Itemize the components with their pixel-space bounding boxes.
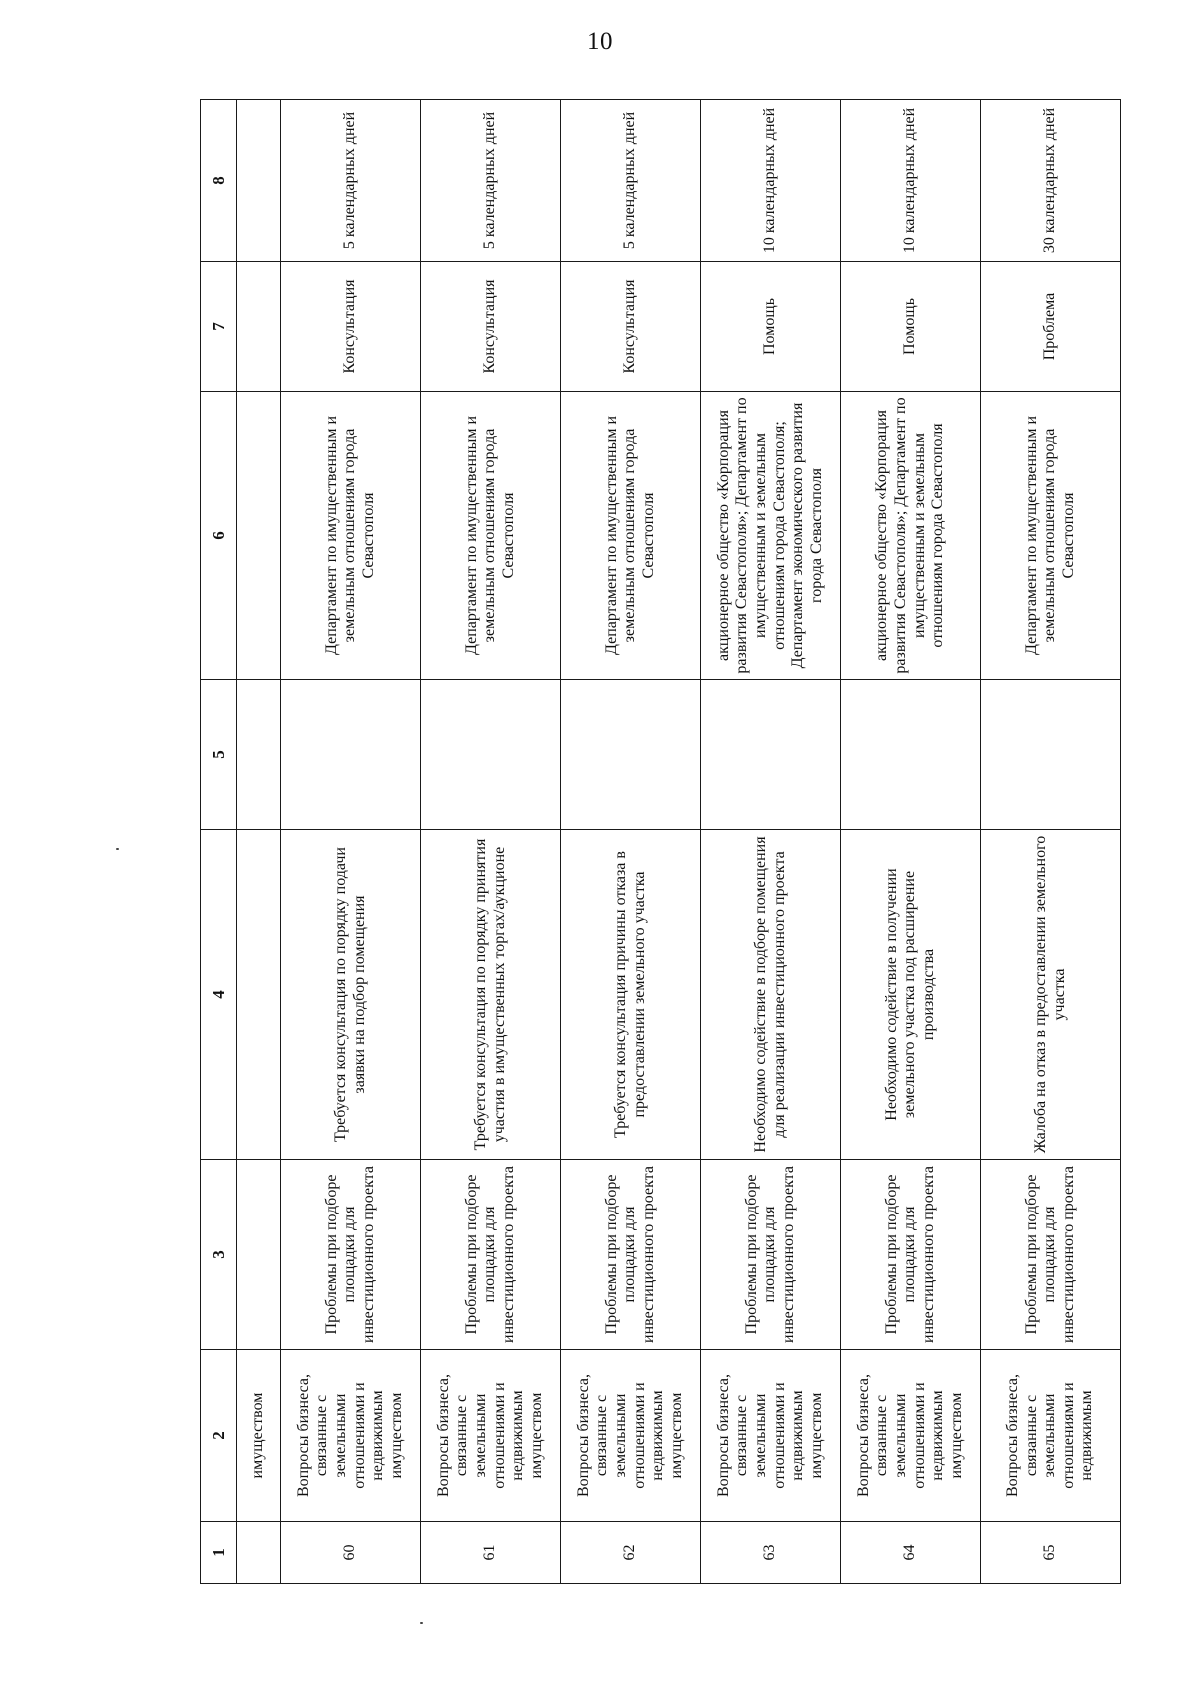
col5-cell <box>281 680 421 830</box>
type-cell: Консультация <box>421 262 561 392</box>
row-number-cell: 63 <box>701 1522 841 1584</box>
row-number-cell: 60 <box>281 1522 421 1584</box>
category-cell: Вопросы бизнеса, связанные с земельными отношениями и недвижимым имуществом <box>561 1350 701 1522</box>
header-cell-1: 1 <box>201 1522 237 1584</box>
type-cell: Помощь <box>841 262 981 392</box>
type-cell: Консультация <box>281 262 421 392</box>
page-number: 10 <box>587 28 613 55</box>
category-cell: Вопросы бизнеса, связанные с земельными отношениями и недвижимым <box>981 1350 1121 1522</box>
scan-speck <box>420 1622 423 1624</box>
description-cell: Необходимо содействие в получении земельного участка под расширение производства <box>841 830 981 1160</box>
description-cell: Жалоба на отказ в предоставлении земельного участка <box>981 830 1121 1160</box>
category-cell: Вопросы бизнеса, связанные с земельными отношениями и недвижимым имуществом <box>281 1350 421 1522</box>
executor-cell: Департамент по имущественным и земельным отношениям города Севастополя <box>561 392 701 680</box>
header-cell-3: 3 <box>201 1160 237 1350</box>
continuation-cell <box>237 392 281 680</box>
executor-cell: акционерное общество «Корпорация развития Севастополя»; Департамент по имущественным и земельным отношениям города Севастополя <box>841 392 981 680</box>
continuation-cell: имуществом <box>237 1350 281 1522</box>
term-cell: 5 календарных дней <box>561 100 701 262</box>
continuation-cell <box>237 1160 281 1350</box>
col5-cell <box>841 680 981 830</box>
table-row <box>281 100 421 1584</box>
problem-cell: Проблемы при подборе площадки для инвестиционного проекта <box>981 1160 1121 1350</box>
term-cell: 10 календарных дней <box>841 100 981 262</box>
type-cell: Помощь <box>701 262 841 392</box>
row-number-cell: 62 <box>561 1522 701 1584</box>
problem-cell: Проблемы при подборе площадки для инвестиционного проекта <box>701 1160 841 1350</box>
header-cell-2: 2 <box>201 1350 237 1522</box>
header-cell-7: 7 <box>201 262 237 392</box>
header-cell-8: 8 <box>201 100 237 262</box>
row-number-cell: 65 <box>981 1522 1121 1584</box>
term-cell: 10 календарных дней <box>701 100 841 262</box>
col5-cell <box>981 680 1121 830</box>
category-cell: Вопросы бизнеса, связанные с земельными отношениями и недвижимым имуществом <box>421 1350 561 1522</box>
term-cell: 5 календарных дней <box>281 100 421 262</box>
table-row <box>701 100 841 1584</box>
continuation-cell <box>237 830 281 1160</box>
table-row <box>841 100 981 1584</box>
row-number-cell: 61 <box>421 1522 561 1584</box>
table-row <box>561 100 701 1584</box>
col5-cell <box>701 680 841 830</box>
header-cell-5: 5 <box>201 680 237 830</box>
continuation-cell <box>237 1522 281 1584</box>
rotated-table-container <box>200 100 1096 1584</box>
header-cell-4: 4 <box>201 830 237 1160</box>
executor-cell: Департамент по имущественным и земельным отношениям города Севастополя <box>281 392 421 680</box>
category-cell: Вопросы бизнеса, связанные с земельными отношениями и недвижимым имуществом <box>841 1350 981 1522</box>
scan-speck <box>116 848 119 850</box>
problem-cell: Проблемы при подборе площадки для инвестиционного проекта <box>561 1160 701 1350</box>
term-cell: 30 календарных дней <box>981 100 1121 262</box>
problem-cell: Проблемы при подборе площадки для инвестиционного проекта <box>421 1160 561 1350</box>
continuation-cell <box>237 680 281 830</box>
executor-cell: Департамент по имущественным и земельным отношениям города Севастополя <box>981 392 1121 680</box>
description-cell: Требуется консультация причины отказа в предоставлении земельного участка <box>561 830 701 1160</box>
table-row <box>421 100 561 1584</box>
continuation-row <box>237 100 281 1584</box>
table-row <box>981 100 1121 1584</box>
continuation-cell <box>237 100 281 262</box>
executor-cell: акционерное общество «Корпорация развития Севастополя»; Департамент по имущественным и земельным отношениям города Севастополя; Департамент экономического развития города Севастополя <box>701 392 841 680</box>
table-header-row <box>201 100 237 1584</box>
row-number-cell: 64 <box>841 1522 981 1584</box>
col5-cell <box>421 680 561 830</box>
continuation-cell <box>237 262 281 392</box>
category-cell: Вопросы бизнеса, связанные с земельными отношениями и недвижимым имуществом <box>701 1350 841 1522</box>
description-cell: Требуется консультация по порядку принятия участия в имущественных торгах/аукционе <box>421 830 561 1160</box>
col5-cell <box>561 680 701 830</box>
description-cell: Необходимо содействие в подборе помещения для реализации инвестиционного проекта <box>701 830 841 1160</box>
problem-cell: Проблемы при подборе площадки для инвестиционного проекта <box>841 1160 981 1350</box>
executor-cell: Департамент по имущественным и земельным отношениям города Севастополя <box>421 392 561 680</box>
type-cell: Консультация <box>561 262 701 392</box>
type-cell: Проблема <box>981 262 1121 392</box>
description-cell: Требуется консультация по порядку подачи заявки на подбор помещения <box>281 830 421 1160</box>
term-cell: 5 календарных дней <box>421 100 561 262</box>
header-cell-6: 6 <box>201 392 237 680</box>
problem-cell: Проблемы при подборе площадки для инвестиционного проекта <box>281 1160 421 1350</box>
requests-table <box>200 99 1121 1584</box>
